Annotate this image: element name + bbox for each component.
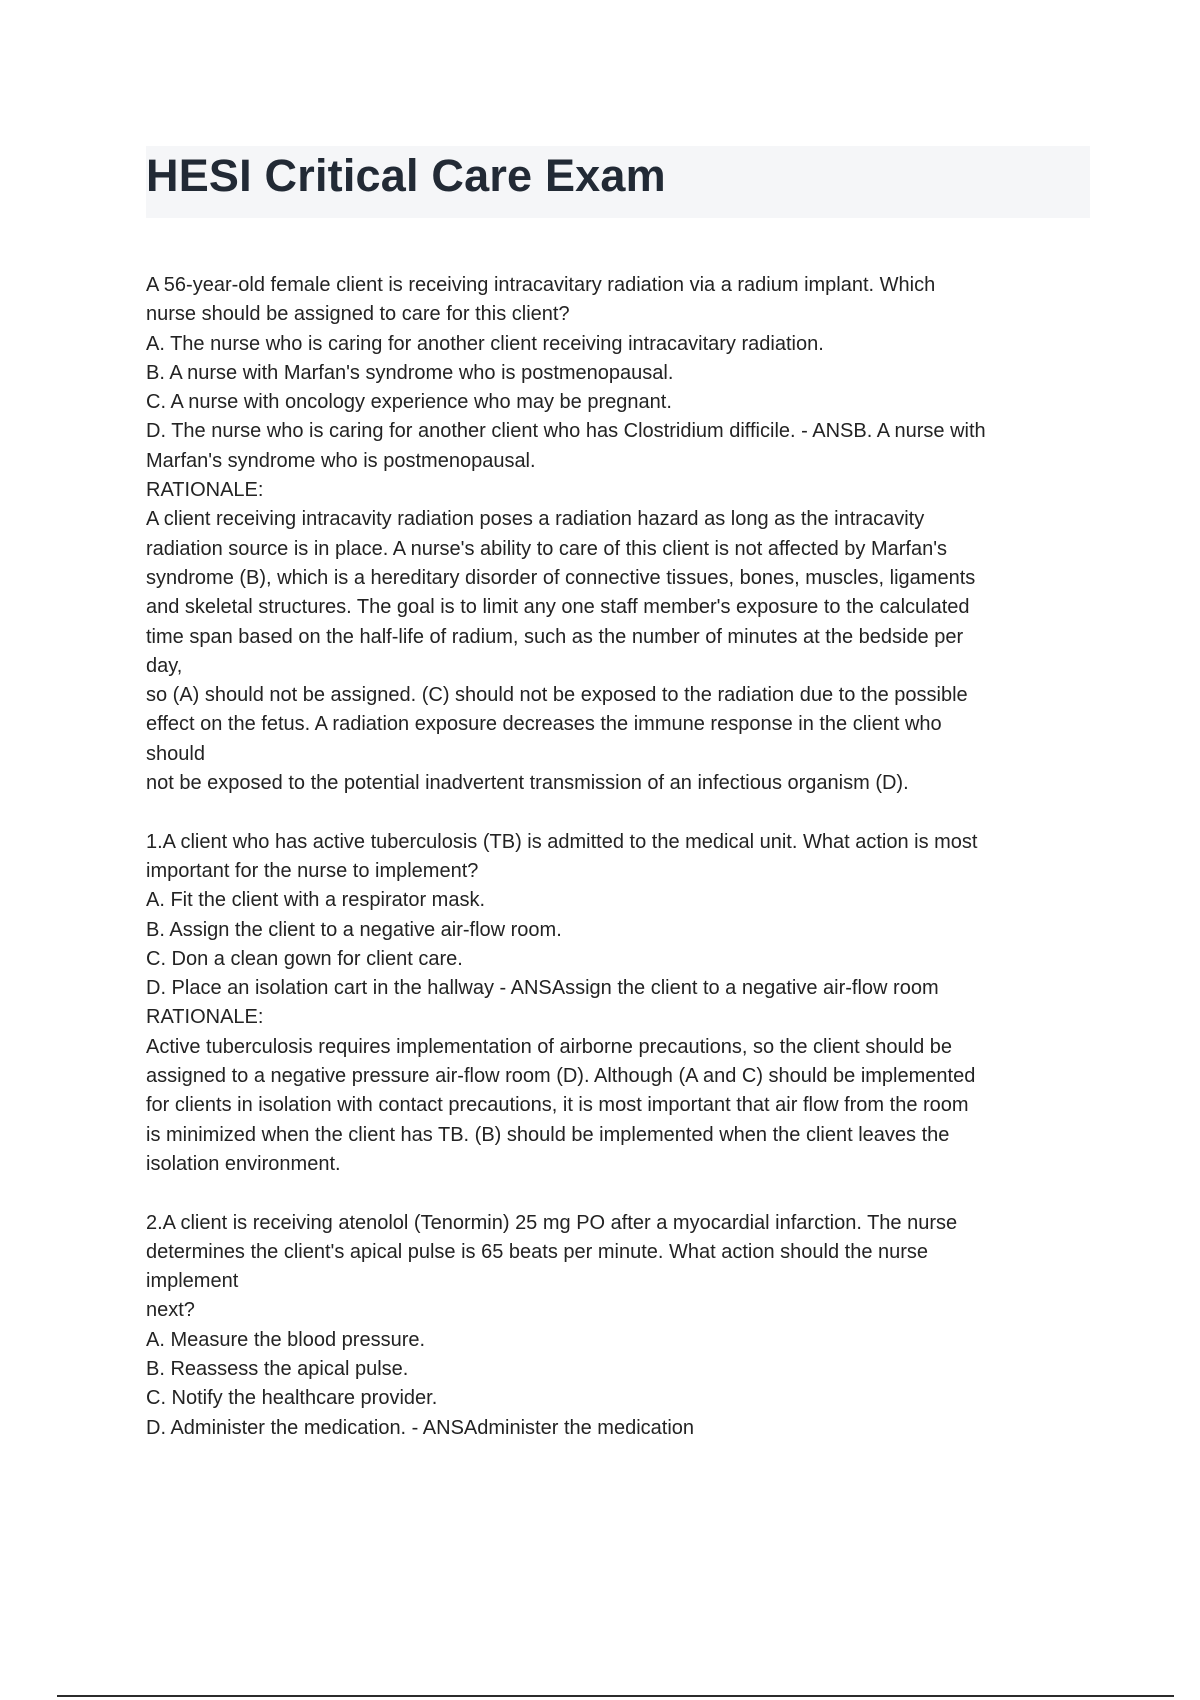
question-text-line: A 56-year-old female client is receiving intracavitary radiation via a radium implant. Which xyxy=(146,274,936,296)
question-text-line: implement xyxy=(146,1270,239,1293)
rationale-line: effect on the fetus. A radiation exposure decreases the immune response in the client who xyxy=(146,713,942,736)
answer-option: A. The nurse who is caring for another client receiving intracavitary radiation. xyxy=(146,332,824,355)
answer-option: A. Fit the client with a respirator mask. xyxy=(146,889,486,912)
answer-key-line: Marfan's syndrome who is postmenopausal. xyxy=(146,449,536,472)
footer-divider xyxy=(57,1695,1174,1697)
question-block xyxy=(146,828,1096,1180)
question-block xyxy=(146,271,1096,798)
rationale-line: for clients in isolation with contact precautions, it is most important that air flow from the room xyxy=(146,1094,969,1117)
question-block xyxy=(146,1209,1096,1443)
answer-option: C. A nurse with oncology experience who may be pregnant. xyxy=(146,391,672,414)
document-body xyxy=(146,271,1096,1443)
paragraph-gap xyxy=(146,798,1096,827)
question-text-line: determines the client's apical pulse is 65 beats per minute. What action should the nurse xyxy=(146,1240,929,1263)
answer-option: D. The nurse who is caring for another client who has Clostridium difficile. - ANSB. A nurse with xyxy=(146,420,986,443)
answer-option: D. Administer the medication. - ANSAdminister the medication xyxy=(146,1416,695,1439)
answer-option: B. Assign the client to a negative air-flow room. xyxy=(146,918,562,941)
rationale-line: time span based on the half-life of radium, such as the number of minutes at the bedside per xyxy=(146,625,964,648)
rationale-line: assigned to a negative pressure air-flow room (D). Although (A and C) should be implemented xyxy=(146,1065,976,1088)
answer-option: B. Reassess the apical pulse. xyxy=(146,1357,409,1380)
rationale-line: Active tuberculosis requires implementation of airborne precautions, so the client should be xyxy=(146,1035,952,1058)
answer-option: C. Don a clean gown for client care. xyxy=(146,947,463,970)
rationale-line: should xyxy=(146,742,205,765)
paragraph-gap xyxy=(146,1179,1096,1208)
page-title: HESI Critical Care Exam xyxy=(146,150,666,201)
rationale-line: isolation environment. xyxy=(146,1152,341,1175)
rationale-line: syndrome (B), which is a hereditary disorder of connective tissues, bones, muscles, ligaments xyxy=(146,566,976,589)
rationale-line: is minimized when the client has TB. (B) should be implemented when the client leaves the xyxy=(146,1123,950,1146)
rationale-heading: RATIONALE: xyxy=(146,1006,264,1029)
answer-option: A. Measure the blood pressure. xyxy=(146,1328,426,1351)
answer-option: C. Notify the healthcare provider. xyxy=(146,1387,438,1410)
rationale-line: and skeletal structures. The goal is to limit any one staff member's exposure to the calculated xyxy=(146,596,970,619)
rationale-line: A client receiving intracavity radiation poses a radiation hazard as long as the intracavity xyxy=(146,508,925,531)
rationale-line: day, xyxy=(146,654,183,677)
answer-option: B. A nurse with Marfan's syndrome who is postmenopausal. xyxy=(146,361,674,384)
question-text-line: 1.A client who has active tuberculosis (TB) is admitted to the medical unit. What action is most xyxy=(146,830,978,853)
question-text-line: 2.A client is receiving atenolol (Tenormin) 25 mg PO after a myocardial infarction. The nurse xyxy=(146,1211,958,1234)
question-text-line: important for the nurse to implement? xyxy=(146,859,479,882)
question-text-line: next? xyxy=(146,1299,195,1322)
question-text-line: nurse should be assigned to care for this client? xyxy=(146,303,570,326)
answer-option: D. Place an isolation cart in the hallway - ANSAssign the client to a negative air-flow room xyxy=(146,977,939,1000)
rationale-heading: RATIONALE: xyxy=(146,479,264,502)
rationale-line: not be exposed to the potential inadvertent transmission of an infectious organism (D). xyxy=(146,772,909,795)
rationale-line: radiation source is in place. A nurse's ability to care of this client is not affected by Marfan's xyxy=(146,537,948,560)
rationale-line: so (A) should not be assigned. (C) should not be exposed to the radiation due to the possible xyxy=(146,684,968,707)
